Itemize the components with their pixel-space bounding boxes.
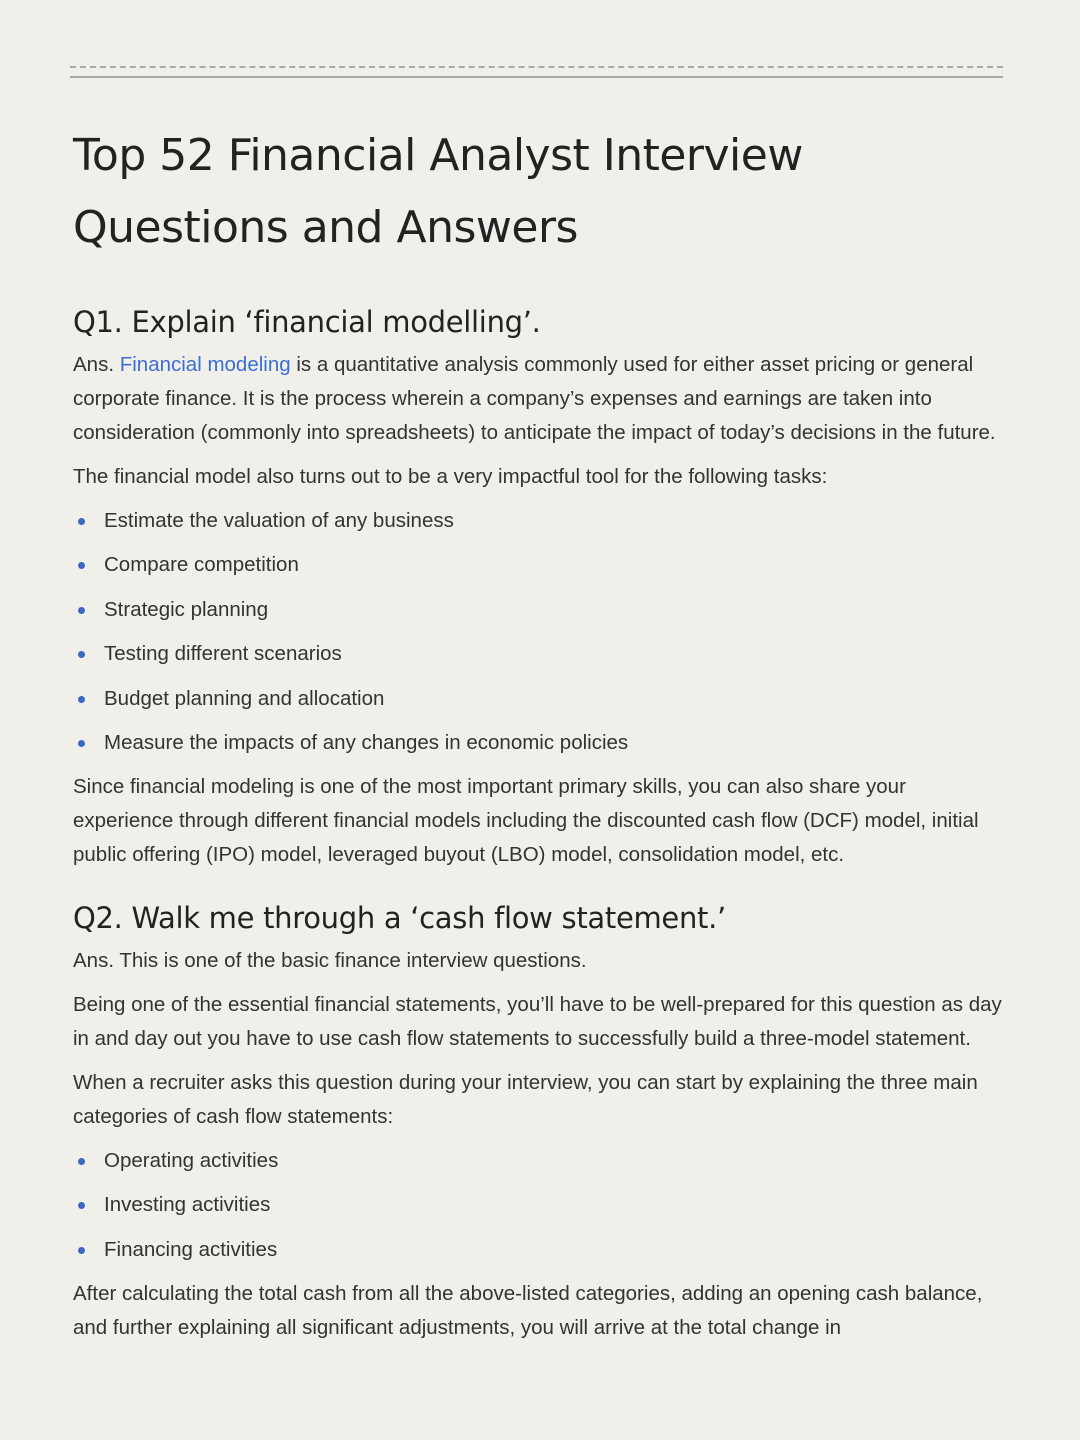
list-item: [73, 682, 1003, 716]
q2-category-list: [73, 1144, 1003, 1267]
bullet-icon: [78, 740, 85, 747]
list-item-text: Strategic planning: [104, 597, 269, 621]
list-item: [73, 548, 1003, 582]
q2-para1: Being one of the essential financial statements, you’ll have to be well-prepared for this question as day in and day out you have to use cash flow statements to successfully build a three-model statement.: [73, 992, 1002, 1050]
bullet-icon: [78, 518, 85, 525]
list-item-text: Financing activities: [104, 1237, 278, 1261]
list-item-text: Compare competition: [104, 553, 299, 577]
financial-modeling-link[interactable]: Financial modeling: [119, 353, 291, 376]
list-item: [73, 726, 1003, 760]
list-item: [73, 504, 1003, 538]
bullet-icon: [78, 1202, 85, 1209]
q1-closing: Since financial modeling is one of the most important primary skills, you can also share your experience through different financial models including the discounted cash flow (DCF) model, initial public offering (IPO) model, leveraged buyout (LBO) model, consolidation model, etc.: [73, 774, 979, 866]
bullet-icon: [78, 651, 85, 658]
bullet-icon: [78, 696, 85, 703]
list-item: [73, 593, 1003, 627]
bullet-icon: [78, 562, 85, 569]
list-item: [73, 1144, 1003, 1178]
q2-heading: Q2. Walk me through a ‘cash flow statement.’: [73, 900, 726, 935]
q1-task-list: [73, 504, 1003, 760]
list-item: [73, 637, 1003, 671]
page-title: [73, 120, 1003, 264]
list-item-text: Budget planning and allocation: [104, 686, 385, 710]
q1-answer-text: is a quantitative analysis commonly used for either asset pricing or general corporate finance. It is the process wherein a company’s expenses and earnings are taken into consideration (commonly into spreadsheets) to anticipate the impact of today’s decisions in the future.: [73, 353, 996, 444]
q2-para2: When a recruiter asks this question during your interview, you can start by explaining the three main categories of cash flow statements:: [73, 1070, 978, 1128]
q2-para3: After calculating the total cash from all the above-listed categories, adding an opening cash balance, and further explaining all significant adjustments, you will arrive at the total change in: [73, 1281, 983, 1339]
list-item-text: Testing different scenarios: [104, 642, 342, 666]
top-divider-solid: [70, 76, 1003, 78]
list-item-text: Estimate the valuation of any business: [104, 509, 454, 532]
bullet-icon: [78, 1158, 85, 1165]
top-divider-dashed: [70, 66, 1003, 68]
q1-intro: The financial model also turns out to be a very impactful tool for the following tasks:: [73, 465, 828, 488]
list-item-text: Investing activities: [104, 1193, 271, 1217]
list-item-text: Measure the impacts of any changes in economic policies: [104, 730, 629, 754]
bullet-icon: [78, 607, 85, 614]
q1-answer: [73, 348, 1003, 450]
q2-answer: Ans. This is one of the basic finance interview questions.: [73, 948, 587, 972]
bullet-icon: [78, 1247, 85, 1254]
q1-heading: Q1. Explain ‘financial modelling’.: [73, 305, 541, 339]
list-item: [73, 1188, 1003, 1222]
list-item-text: Operating activities: [104, 1148, 279, 1172]
list-item: [73, 1233, 1003, 1267]
page-title-line2: Questions and Answers: [73, 202, 578, 253]
page-title-line1: Top 52 Financial Analyst Interview: [73, 130, 803, 181]
article: [73, 120, 1003, 1345]
q1-answer-prefix: Ans.: [73, 353, 120, 376]
